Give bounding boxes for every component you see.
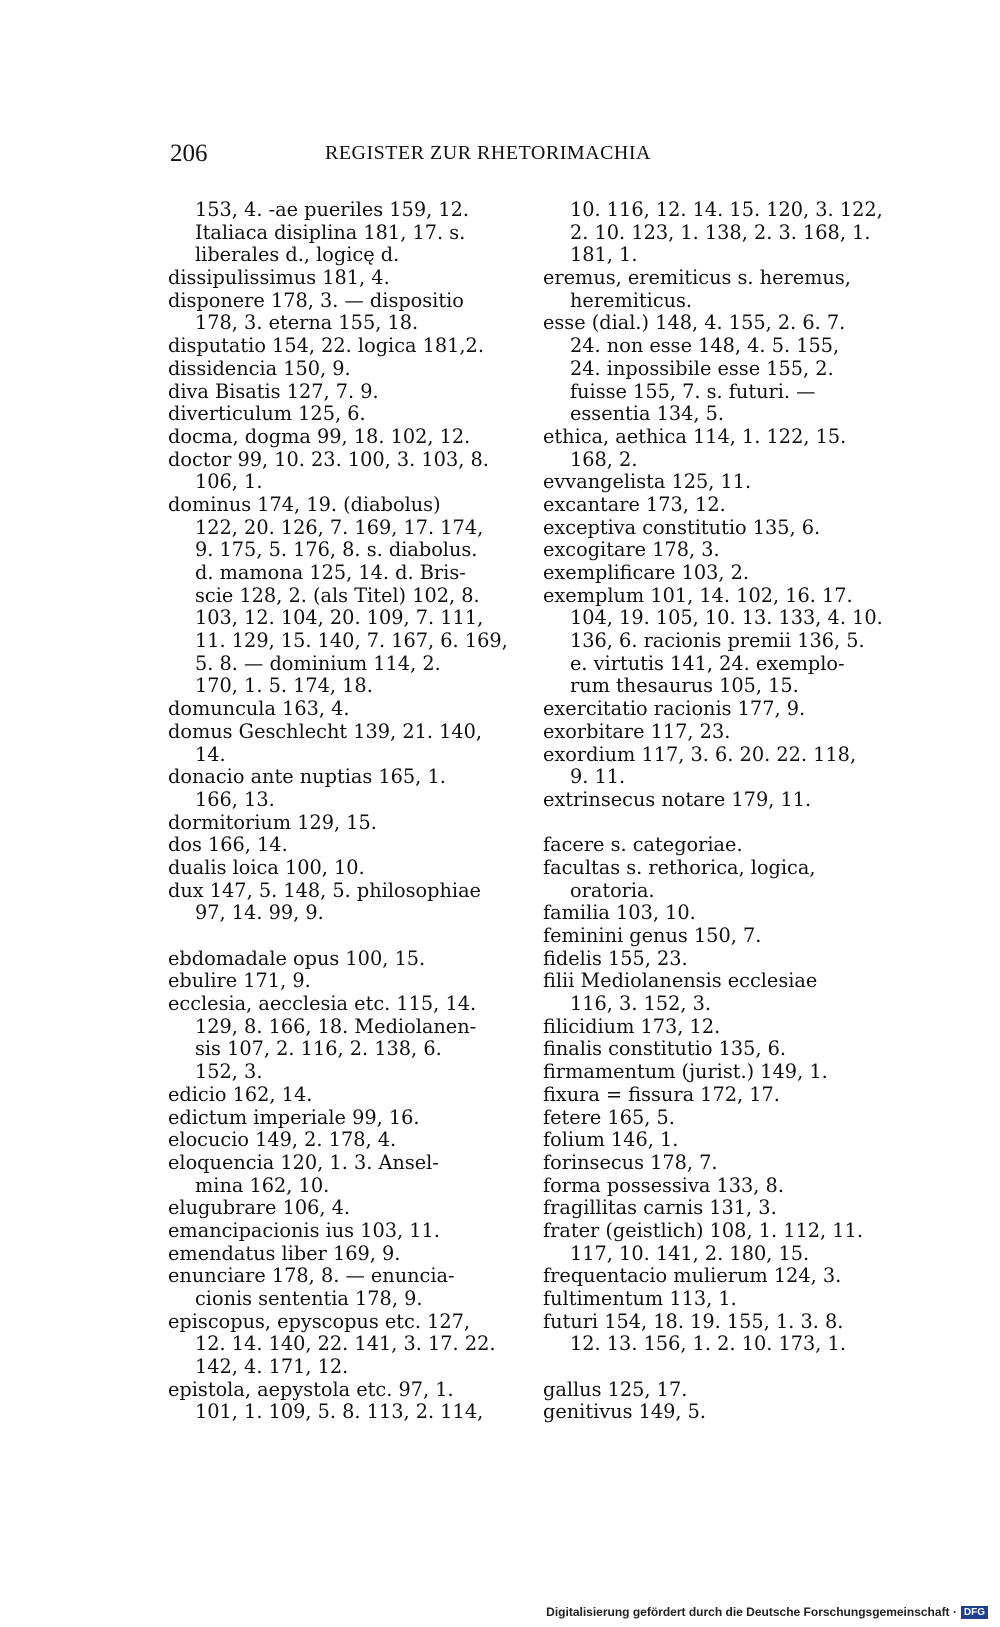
index-entry-line: fultimentum 113, 1. bbox=[543, 1287, 737, 1310]
index-entry-line: dormitorium 129, 15. bbox=[168, 810, 377, 834]
index-entry-line: frater (geistlich) 108, 1. 112, 11. bbox=[543, 1218, 863, 1242]
index-entry-line: heremiticus. bbox=[570, 288, 693, 312]
index-entry-line: donacio ante nuptias 165, 1. bbox=[168, 765, 446, 789]
index-entry-line: d. mamona 125, 14. d. Bris- bbox=[195, 561, 466, 584]
index-entry-line: futuri 154, 18. 19. 155, 1. 3. 8. bbox=[543, 1309, 844, 1333]
index-entry-line: finalis constitutio 135, 6. bbox=[543, 1037, 787, 1061]
index-entry-line: 117, 10. 141, 2. 180, 15. bbox=[570, 1241, 810, 1265]
index-entry-line: doctor 99, 10. 23. 100, 3. 103, 8. bbox=[168, 447, 489, 471]
section-gap bbox=[543, 812, 891, 835]
index-entry-line: disponere 178, 3. — dispositio bbox=[168, 288, 464, 312]
index-entry-line: fuisse 155, 7. s. futuri. — bbox=[570, 379, 816, 403]
index-entry-line: 97, 14. 99, 9. bbox=[195, 901, 324, 925]
footer-text: Digitalisierung gefördert durch die Deutsche Forschungsgemeinschaft · bbox=[546, 1605, 957, 1619]
index-entry-line: 152, 3. bbox=[195, 1060, 263, 1084]
index-entry-line: 9. 175, 5. 176, 8. s. diabolus. bbox=[195, 538, 478, 562]
index-entry-line: 103, 12. 104, 20. 109, 7. 111, bbox=[195, 606, 484, 630]
index-entry-line: docma, dogma 99, 18. 102, 12. bbox=[168, 424, 471, 448]
index-column-right bbox=[543, 199, 891, 1424]
index-entry-line: filii Mediolanensis ecclesiae bbox=[543, 969, 818, 993]
index-entry-line: evvangelista 125, 11. bbox=[543, 470, 752, 494]
index-entry-line: rum thesaurus 105, 15. bbox=[570, 674, 799, 698]
page-number: 206 bbox=[170, 140, 208, 167]
index-entry-line: diva Bisatis 127, 7. 9. bbox=[168, 379, 379, 403]
index-entry-line: dissipulissimus 181, 4. bbox=[168, 266, 390, 290]
index-entry-line: 122, 20. 126, 7. 169, 17. 174, bbox=[195, 515, 484, 539]
index-entry-line: dos 166, 14. bbox=[168, 833, 288, 857]
index-entry-line: 24. non esse 148, 4. 5. 155, bbox=[570, 334, 840, 358]
section-gap bbox=[543, 1356, 891, 1379]
index-entry-line: facere s. categoriae. bbox=[543, 833, 743, 857]
index-entry-line: 104, 19. 105, 10. 13. 133, 4. 10. bbox=[570, 606, 883, 630]
index-entry-line: dominus 174, 19. (diabolus) bbox=[168, 492, 441, 516]
index-entry-line: 178, 3. eterna 155, 18. bbox=[195, 311, 419, 335]
index-entry-line: 12. 14. 140, 22. 141, 3. 17. 22. bbox=[195, 1332, 496, 1356]
index-entry-line: ebdomadale opus 100, 15. bbox=[168, 946, 426, 970]
index-entry-line: ecclesia, aecclesia etc. 115, 14. bbox=[168, 992, 477, 1016]
index-entry-line: 153, 4. -ae pueriles 159, 12. bbox=[195, 198, 470, 221]
running-title: REGISTER ZUR RHETORIMACHIA bbox=[325, 142, 651, 164]
index-entry-line: excogitare 178, 3. bbox=[543, 538, 720, 562]
index-entry-line: firmamentum (jurist.) 149, 1. bbox=[543, 1060, 828, 1084]
index-entry-line: folium 146, 1. bbox=[543, 1128, 679, 1152]
index-entry-line: 129, 8. 166, 18. Mediolanen- bbox=[195, 1014, 477, 1038]
index-entry-line: exceptiva constitutio 135, 6. bbox=[543, 515, 821, 539]
index-entry-line: 9. 11. bbox=[570, 765, 626, 789]
index-entry-line: eloquencia 120, 1. 3. Ansel- bbox=[168, 1150, 439, 1174]
index-entry-line: facultas s. rethorica, logica, bbox=[543, 855, 816, 879]
index-column-left bbox=[168, 199, 516, 1424]
index-entry-line: essentia 134, 5. bbox=[570, 402, 725, 426]
index-entry-line: domus Geschlecht 139, 21. 140, bbox=[168, 719, 483, 743]
index-entry-line: 101, 1. 109, 5. 8. 113, 2. 114, bbox=[195, 1400, 484, 1424]
index-entry-line: 10. 116, 12. 14. 15. 120, 3. 122, bbox=[570, 198, 883, 221]
index-entry-line: edicio 162, 14. bbox=[168, 1082, 313, 1106]
index-entry-line: emendatus liber 169, 9. bbox=[168, 1241, 401, 1265]
index-entry-line: episcopus, epyscopus etc. 127, bbox=[168, 1309, 471, 1333]
index-entry-line: dissidencia 150, 9. bbox=[168, 356, 351, 380]
index-entry-line: emancipacionis ius 103, 11. bbox=[168, 1218, 440, 1242]
index-entry-line: fetere 165, 5. bbox=[543, 1105, 675, 1129]
index-entry-line: forma possessiva 133, 8. bbox=[543, 1173, 784, 1197]
index-entry-line: excantare 173, 12. bbox=[543, 492, 726, 516]
index-entry-line: dux 147, 5. 148, 5. philosophiae bbox=[168, 878, 481, 902]
index-entry-line: exemplificare 103, 2. bbox=[543, 561, 750, 584]
index-entry-line: exercitatio racionis 177, 9. bbox=[543, 697, 806, 721]
index-entry-line: eremus, eremiticus s. heremus, bbox=[543, 266, 851, 290]
index-entry-line: genitivus 149, 5. bbox=[543, 1400, 707, 1424]
index-entry-line: cionis sententia 178, 9. bbox=[195, 1287, 423, 1310]
index-entry-line: 24. inpossibile esse 155, 2. bbox=[570, 356, 834, 380]
index-entry-line: 166, 13. bbox=[195, 787, 275, 811]
index-entry-line: filicidium 173, 12. bbox=[543, 1014, 721, 1038]
index-entry-line: mina 162, 10. bbox=[195, 1173, 330, 1197]
index-entry-line: sis 107, 2. 116, 2. 138, 6. bbox=[195, 1037, 442, 1061]
index-entry-line: liberales d., logicę d. bbox=[195, 243, 400, 267]
index-entry-line: feminini genus 150, 7. bbox=[543, 924, 762, 947]
index-entry-line: extrinsecus notare 179, 11. bbox=[543, 787, 812, 811]
index-entry-line: 181, 1. bbox=[570, 243, 638, 267]
index-entry-line: fidelis 155, 23. bbox=[543, 946, 688, 970]
index-entry-line: 168, 2. bbox=[570, 447, 638, 471]
index-entry-line: disputatio 154, 22. logica 181,2. bbox=[168, 334, 484, 358]
index-entry-line: esse (dial.) 148, 4. 155, 2. 6. 7. bbox=[543, 311, 846, 335]
page-header bbox=[170, 140, 890, 174]
index-entry-line: elugubrare 106, 4. bbox=[168, 1196, 351, 1220]
index-entry-line: 12. 13. 156, 1. 2. 10. 173, 1. bbox=[570, 1332, 846, 1356]
index-entry-line: dualis loica 100, 10. bbox=[168, 855, 365, 879]
index-entry-line: 11. 129, 15. 140, 7. 167, 6. 169, bbox=[195, 629, 508, 653]
index-entry-line: enunciare 178, 8. — enuncia- bbox=[168, 1264, 455, 1288]
index-entry-line: exemplum 101, 14. 102, 16. 17. bbox=[543, 583, 853, 607]
index-entry-line: 142, 4. 171, 12. bbox=[195, 1355, 349, 1379]
index-entry-line: epistola, aepystola etc. 97, 1. bbox=[168, 1377, 454, 1401]
index-entry-line: 14. bbox=[195, 742, 226, 766]
index-entry-line: Italiaca disiplina 181, 17. s. bbox=[195, 220, 466, 244]
index-entry-line: exordium 117, 3. 6. 20. 22. 118, bbox=[543, 742, 857, 766]
index-entry-line: 170, 1. 5. 174, 18. bbox=[195, 674, 373, 698]
index-entry-line: 2. 10. 123, 1. 138, 2. 3. 168, 1. bbox=[570, 220, 871, 244]
index-entry-line: diverticulum 125, 6. bbox=[168, 402, 366, 426]
index-entry-line: oratoria. bbox=[570, 878, 655, 902]
dfg-logo: DFG bbox=[961, 1606, 988, 1619]
index-entry-line: ethica, aethica 114, 1. 122, 15. bbox=[543, 424, 847, 448]
index-entry-line: 5. 8. — dominium 114, 2. bbox=[195, 651, 441, 675]
index-entry-line: 116, 3. 152, 3. bbox=[570, 992, 712, 1016]
index-entry-line: fragillitas carnis 131, 3. bbox=[543, 1196, 777, 1220]
index-entry-line: 136, 6. racionis premii 136, 5. bbox=[570, 629, 865, 653]
index-entry-line: gallus 125, 17. bbox=[543, 1377, 688, 1401]
index-entry-line: 106, 1. bbox=[195, 470, 263, 494]
index-entry-line: exorbitare 117, 23. bbox=[543, 719, 731, 743]
index-entry-line: frequentacio mulierum 124, 3. bbox=[543, 1264, 842, 1288]
index-entry-line: domuncula 163, 4. bbox=[168, 697, 350, 721]
index-entry-line: familia 103, 10. bbox=[543, 901, 696, 925]
index-entry-line: fixura = fissura 172, 17. bbox=[543, 1082, 780, 1106]
index-entry-line: scie 128, 2. (als Titel) 102, 8. bbox=[195, 583, 480, 607]
index-entry-line: forinsecus 178, 7. bbox=[543, 1150, 718, 1174]
index-entry-line: edictum imperiale 99, 16. bbox=[168, 1105, 420, 1129]
index-entry-line: ebulire 171, 9. bbox=[168, 969, 311, 993]
section-gap bbox=[168, 925, 516, 948]
index-entry-line: e. virtutis 141, 24. exemplo- bbox=[570, 651, 845, 675]
footer-credit bbox=[546, 1603, 988, 1621]
index-entry-line: elocucio 149, 2. 178, 4. bbox=[168, 1128, 397, 1152]
